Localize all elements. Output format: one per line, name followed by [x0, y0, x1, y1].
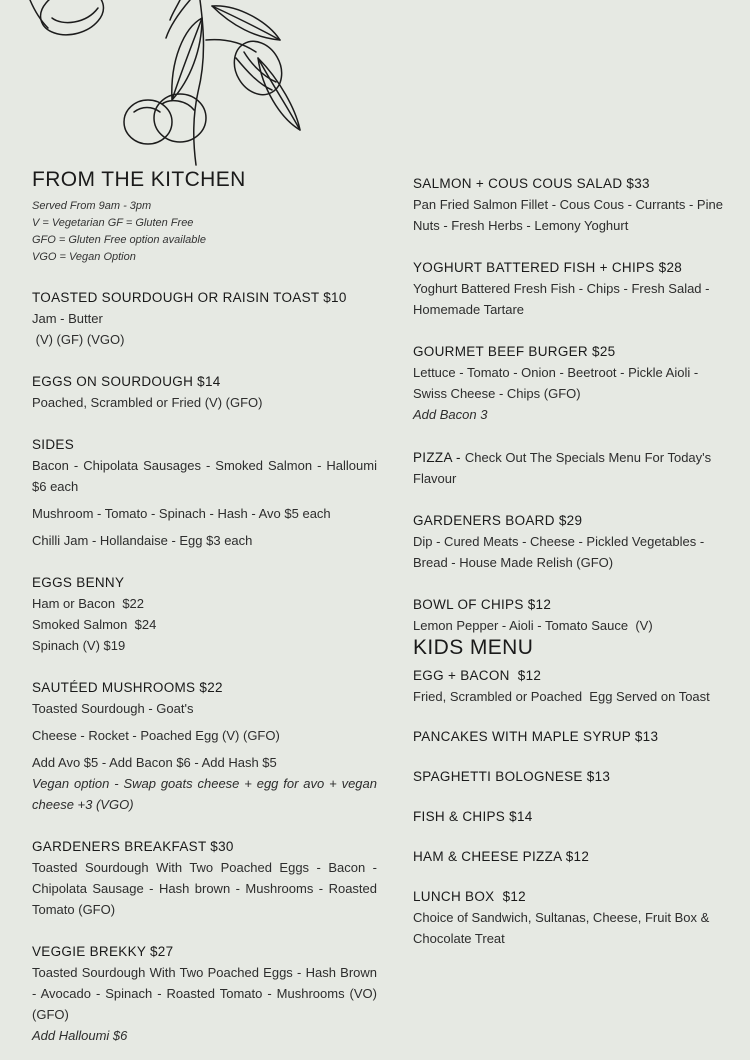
item-title: VEGGIE BREKKY $27	[32, 944, 174, 959]
right-column	[413, 174, 733, 949]
kids-item-fish-chips	[413, 807, 733, 827]
menu-legend	[32, 198, 377, 266]
item-description: Dip - Cured Meats - Cheese - Pickled Vegetables - Bread - House Made Relish (GFO)	[413, 534, 705, 570]
legend-line: VGO = Vegan Option	[32, 251, 136, 263]
item-description: Poached, Scrambled or Fried (V) (GFO)	[32, 395, 263, 410]
menu-item-eggs-benny	[32, 573, 377, 656]
item-description: Cheese - Rocket - Poached Egg (V) (GFO)	[32, 728, 280, 743]
item-title: PIZZA -	[413, 450, 465, 465]
kids-menu	[413, 666, 733, 949]
item-description: Lettuce - Tomato - Onion - Beetroot - Pickle Aioli - Swiss Cheese - Chips (GFO)	[413, 365, 699, 401]
item-description: Pan Fried Salmon Fillet - Cous Cous - Currants - Pine Nuts - Fresh Herbs - Lemony Yoghurt	[413, 197, 723, 233]
menu-item-toasted-sourdough	[32, 288, 377, 350]
item-dietary-tags: (V) (GF) (VGO)	[32, 332, 125, 347]
item-title: PANCAKES WITH MAPLE SYRUP $13	[413, 729, 659, 744]
kids-item-spaghetti	[413, 767, 733, 787]
from-the-kitchen-title: FROM THE KITCHEN	[32, 168, 246, 191]
item-title: GOURMET BEEF BURGER $25	[413, 344, 616, 359]
menu-item-eggs-on-sourdough	[32, 372, 377, 413]
menu-item-sides	[32, 435, 377, 551]
item-description: Choice of Sandwich, Sultanas, Cheese, Fruit Box & Chocolate Treat	[413, 910, 710, 946]
item-addons: Add Avo $5 - Add Bacon $6 - Add Hash $5	[32, 755, 277, 770]
item-option: Spinach (V) $19	[32, 638, 126, 653]
serving-hours: Served From 9am - 3pm	[32, 200, 152, 212]
item-title: LUNCH BOX $12	[413, 889, 526, 904]
menu-item-bowl-of-chips	[413, 595, 733, 636]
item-description: Toasted Sourdough With Two Poached Eggs - Hash Brown - Avocado - Spinach - Roasted Tomato - Mushrooms (VO) (GFO)	[32, 965, 377, 1022]
kids-item-ham-cheese-pizza	[413, 847, 733, 867]
item-title: EGG + BACON $12	[413, 668, 542, 683]
item-addon: Add Halloumi $6	[32, 1028, 128, 1043]
item-description: Fried, Scrambled or Poached Egg Served on Toast	[413, 689, 710, 704]
item-title: SALMON + COUS COUS SALAD $33	[413, 176, 650, 191]
item-description: Chilli Jam - Hollandaise - Egg $3 each	[32, 533, 253, 548]
item-title: EGGS ON SOURDOUGH $14	[32, 374, 221, 389]
pizza-line	[413, 447, 733, 489]
item-title: BOWL OF CHIPS $12	[413, 597, 552, 612]
item-title: YOGHURT BATTERED FISH + CHIPS $28	[413, 260, 683, 275]
kids-menu-title: KIDS MENU	[413, 636, 534, 659]
item-title: GARDENERS BREAKFAST $30	[32, 839, 234, 854]
menu-item-veggie-brekky	[32, 942, 377, 1046]
menu-item-sauteed-mushrooms	[32, 678, 377, 815]
item-addon: Add Bacon 3	[413, 407, 488, 422]
left-column	[32, 168, 377, 1046]
item-description: Check Out The Specials Menu For Today's Flavour	[413, 450, 712, 486]
menu-item-gardeners-breakfast	[32, 837, 377, 920]
item-description: Bacon - Chipolata Sausages - Smoked Salmon - Halloumi $6 each	[32, 458, 377, 494]
menu-item-salmon-cous-cous	[413, 174, 733, 236]
item-option: Ham or Bacon $22	[32, 596, 145, 611]
kids-item-lunch-box	[413, 887, 733, 949]
olive-branch-illustration	[0, 0, 330, 175]
item-title: FISH & CHIPS $14	[413, 809, 533, 824]
item-description: Lemon Pepper - Aioli - Tomato Sauce (V)	[413, 618, 653, 633]
item-title: HAM & CHEESE PIZZA $12	[413, 849, 590, 864]
item-description: Mushroom - Tomato - Spinach - Hash - Avo $5 each	[32, 506, 331, 521]
menu-item-fish-and-chips	[413, 258, 733, 320]
legend-line: V = Vegetarian GF = Gluten Free	[32, 217, 194, 229]
item-title: SPAGHETTI BOLOGNESE $13	[413, 769, 611, 784]
item-option: Smoked Salmon $24	[32, 617, 157, 632]
item-description: Toasted Sourdough With Two Poached Eggs - Bacon - Chipolata Sausage - Hash brown - Mushrooms - Roasted Tomato (GFO)	[32, 860, 377, 917]
item-vegan-option: Vegan option - Swap goats cheese + egg for avo + vegan cheese +3 (VGO)	[32, 776, 377, 812]
item-title: SIDES	[32, 437, 75, 452]
item-title: GARDENERS BOARD $29	[413, 513, 583, 528]
menu-item-pizza	[413, 447, 733, 489]
menu-item-beef-burger	[413, 342, 733, 425]
item-description: Toasted Sourdough - Goat's	[32, 701, 194, 716]
kids-item-egg-bacon	[413, 666, 733, 707]
item-title: SAUTÉED MUSHROOMS $22	[32, 680, 223, 695]
item-title: TOASTED SOURDOUGH OR RAISIN TOAST $10	[32, 290, 347, 305]
item-description: Yoghurt Battered Fresh Fish - Chips - Fresh Salad - Homemade Tartare	[413, 281, 710, 317]
item-description: Jam - Butter	[32, 311, 103, 326]
item-title: EGGS BENNY	[32, 575, 125, 590]
legend-line: GFO = Gluten Free option available	[32, 234, 206, 246]
menu-item-gardeners-board	[413, 511, 733, 573]
kids-item-pancakes	[413, 727, 733, 747]
